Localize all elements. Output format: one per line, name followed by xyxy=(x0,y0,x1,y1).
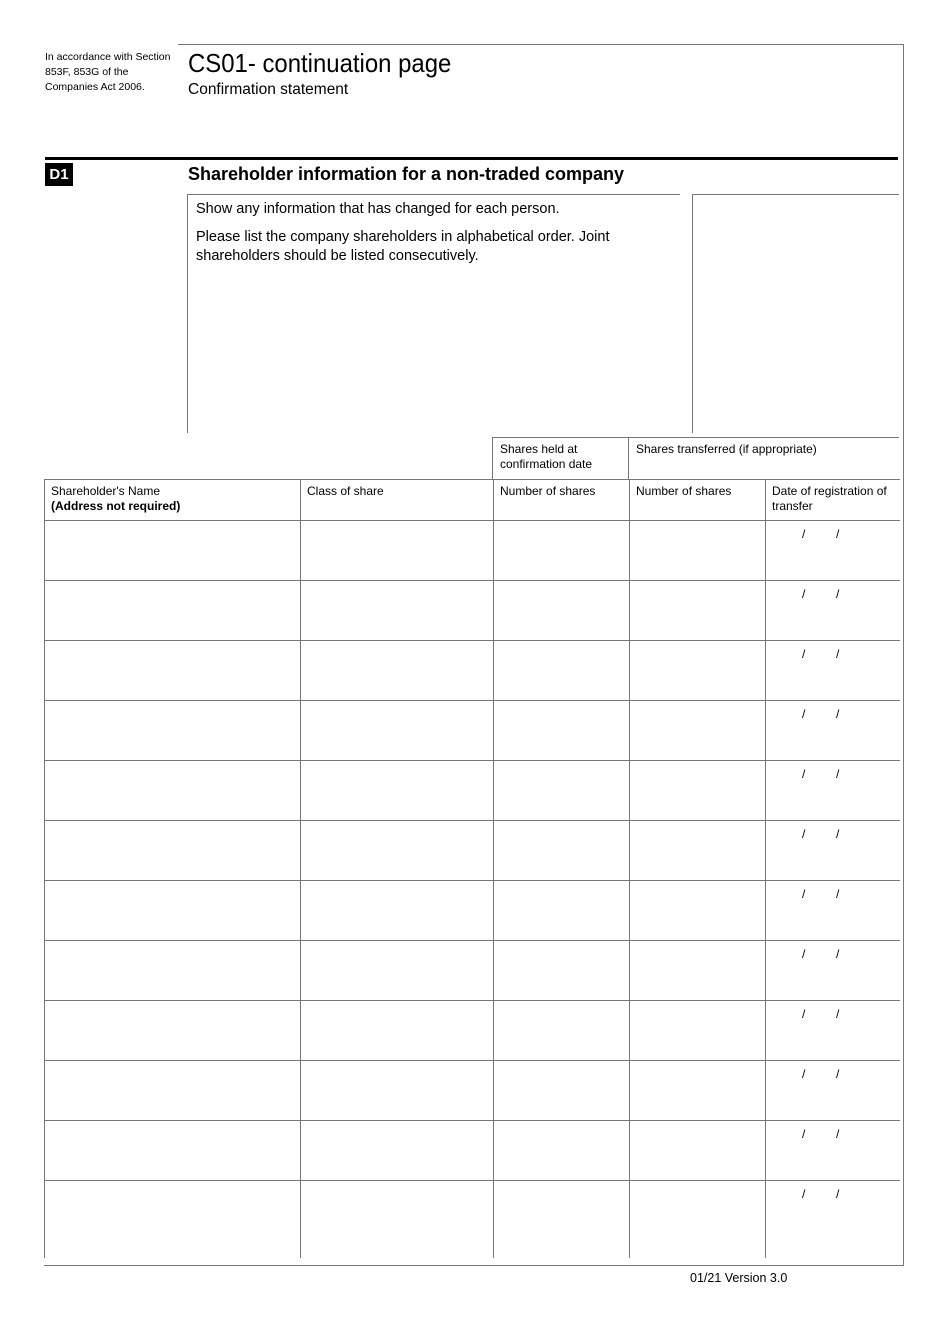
class-cell[interactable] xyxy=(301,1061,494,1121)
date-cell[interactable] xyxy=(766,941,900,1001)
class-cell[interactable] xyxy=(301,581,494,641)
date-separators xyxy=(802,707,870,721)
date-separator: / xyxy=(802,1007,806,1021)
class-cell[interactable] xyxy=(301,1181,494,1259)
version-label: 01/21 Version 3.0 xyxy=(690,1271,788,1285)
class-cell[interactable] xyxy=(301,521,494,581)
date-separator: / xyxy=(836,647,840,661)
instructions-box xyxy=(187,194,680,433)
transferred-number-cell[interactable] xyxy=(630,1061,766,1121)
column-header-class: Class of share xyxy=(301,480,494,521)
instruction-text: Show any information that has changed for each person. xyxy=(196,201,560,217)
table-row xyxy=(45,1181,900,1259)
held-number-cell[interactable] xyxy=(494,1001,630,1061)
date-cell[interactable] xyxy=(766,761,900,821)
table-row xyxy=(45,881,900,941)
name-cell[interactable] xyxy=(45,1121,301,1181)
transferred-number-cell[interactable] xyxy=(630,821,766,881)
date-separators xyxy=(802,887,870,901)
form-subtitle: Confirmation statement xyxy=(188,81,349,98)
held-number-cell[interactable] xyxy=(494,641,630,701)
column-header-note: (Address not required) xyxy=(51,499,181,513)
column-header-date: Date of registration of transfer xyxy=(766,480,900,521)
table-row xyxy=(45,581,900,641)
date-separators xyxy=(802,647,870,661)
class-cell[interactable] xyxy=(301,1121,494,1181)
date-separator: / xyxy=(802,1187,806,1201)
date-separator: / xyxy=(836,827,840,841)
held-number-cell[interactable] xyxy=(494,581,630,641)
date-separators xyxy=(802,527,870,541)
shares-held-group-header: Shares held at confirmation date xyxy=(492,437,629,479)
transferred-number-cell[interactable] xyxy=(630,761,766,821)
date-cell[interactable] xyxy=(766,521,900,581)
form-frame-bottom xyxy=(44,1265,904,1266)
table-row xyxy=(45,941,900,1001)
transferred-number-cell[interactable] xyxy=(630,1001,766,1061)
form-frame-top xyxy=(178,44,904,45)
name-cell[interactable] xyxy=(45,761,301,821)
name-cell[interactable] xyxy=(45,1181,301,1259)
date-separator: / xyxy=(836,527,840,541)
date-cell[interactable] xyxy=(766,881,900,941)
section-divider xyxy=(45,157,898,160)
class-cell[interactable] xyxy=(301,701,494,761)
date-separator: / xyxy=(836,887,840,901)
date-separator: / xyxy=(802,947,806,961)
name-cell[interactable] xyxy=(45,581,301,641)
guidance-box xyxy=(692,194,899,433)
name-cell[interactable] xyxy=(45,821,301,881)
class-cell[interactable] xyxy=(301,881,494,941)
class-cell[interactable] xyxy=(301,641,494,701)
date-separator: / xyxy=(836,767,840,781)
transferred-number-cell[interactable] xyxy=(630,521,766,581)
form-frame-right xyxy=(903,44,904,1266)
date-separator: / xyxy=(836,1067,840,1081)
shares-transferred-group-header: Shares transferred (if appropriate) xyxy=(629,437,899,479)
shareholder-table xyxy=(44,479,900,1258)
table-row xyxy=(45,1121,900,1181)
name-cell[interactable] xyxy=(45,941,301,1001)
transferred-number-cell[interactable] xyxy=(630,1121,766,1181)
table-row xyxy=(45,761,900,821)
legal-note: In accordance with Section 853F, 853G of the Companies Act 2006. xyxy=(45,51,171,93)
date-separators xyxy=(802,1127,870,1141)
held-number-cell[interactable] xyxy=(494,1061,630,1121)
class-cell[interactable] xyxy=(301,821,494,881)
class-cell[interactable] xyxy=(301,941,494,1001)
date-cell[interactable] xyxy=(766,1121,900,1181)
date-separator: / xyxy=(836,1187,840,1201)
date-separator: / xyxy=(802,527,806,541)
date-cell[interactable] xyxy=(766,1001,900,1061)
date-cell[interactable] xyxy=(766,641,900,701)
date-separator: / xyxy=(802,767,806,781)
section-badge: D1 xyxy=(45,163,73,186)
date-separator: / xyxy=(802,707,806,721)
name-cell[interactable] xyxy=(45,881,301,941)
date-separator: / xyxy=(802,587,806,601)
form-title: CS01- continuation page xyxy=(188,48,452,78)
date-separators xyxy=(802,1067,870,1081)
date-cell[interactable] xyxy=(766,821,900,881)
date-separator: / xyxy=(802,887,806,901)
date-separators xyxy=(802,947,870,961)
name-cell[interactable] xyxy=(45,641,301,701)
date-separator: / xyxy=(802,827,806,841)
column-header-label: Shareholder's Name xyxy=(51,484,161,498)
date-cell[interactable] xyxy=(766,1181,900,1259)
date-cell[interactable] xyxy=(766,1061,900,1121)
column-header-name xyxy=(45,480,301,521)
held-number-cell[interactable] xyxy=(494,941,630,1001)
held-number-cell[interactable] xyxy=(494,521,630,581)
column-header-transferred-number: Number of shares xyxy=(630,480,766,521)
name-cell[interactable] xyxy=(45,1061,301,1121)
date-separator: / xyxy=(836,947,840,961)
transferred-number-cell[interactable] xyxy=(630,941,766,1001)
date-separator: / xyxy=(802,1067,806,1081)
transferred-number-cell[interactable] xyxy=(630,641,766,701)
date-separator: / xyxy=(802,647,806,661)
held-number-cell[interactable] xyxy=(494,701,630,761)
transferred-number-cell[interactable] xyxy=(630,701,766,761)
held-number-cell[interactable] xyxy=(494,881,630,941)
section-title: Shareholder information for a non-traded company xyxy=(188,164,625,184)
table-row xyxy=(45,1061,900,1121)
date-separator: / xyxy=(836,1127,840,1141)
date-cell[interactable] xyxy=(766,701,900,761)
table-header-row xyxy=(45,480,900,521)
transferred-number-cell[interactable] xyxy=(630,1181,766,1259)
date-cell[interactable] xyxy=(766,581,900,641)
table-row xyxy=(45,701,900,761)
held-number-cell[interactable] xyxy=(494,821,630,881)
name-cell[interactable] xyxy=(45,1001,301,1061)
class-cell[interactable] xyxy=(301,1001,494,1061)
transferred-number-cell[interactable] xyxy=(630,581,766,641)
transferred-number-cell[interactable] xyxy=(630,881,766,941)
date-separators xyxy=(802,767,870,781)
held-number-cell[interactable] xyxy=(494,761,630,821)
date-separator: / xyxy=(802,1127,806,1141)
date-separators xyxy=(802,827,870,841)
table-row xyxy=(45,1001,900,1061)
class-cell[interactable] xyxy=(301,761,494,821)
date-separator: / xyxy=(836,587,840,601)
held-number-cell[interactable] xyxy=(494,1121,630,1181)
name-cell[interactable] xyxy=(45,701,301,761)
date-separator: / xyxy=(836,707,840,721)
table-row xyxy=(45,521,900,581)
date-separators xyxy=(802,1187,870,1201)
table-row xyxy=(45,641,900,701)
name-cell[interactable] xyxy=(45,521,301,581)
table-row xyxy=(45,821,900,881)
column-header-held-number: Number of shares xyxy=(494,480,630,521)
date-separators xyxy=(802,1007,870,1021)
date-separators xyxy=(802,587,870,601)
instruction-text: Please list the company shareholders in alphabetical order. Joint shareholders should be listed consecutively. xyxy=(196,229,610,264)
date-separator: / xyxy=(836,1007,840,1021)
held-number-cell[interactable] xyxy=(494,1181,630,1259)
